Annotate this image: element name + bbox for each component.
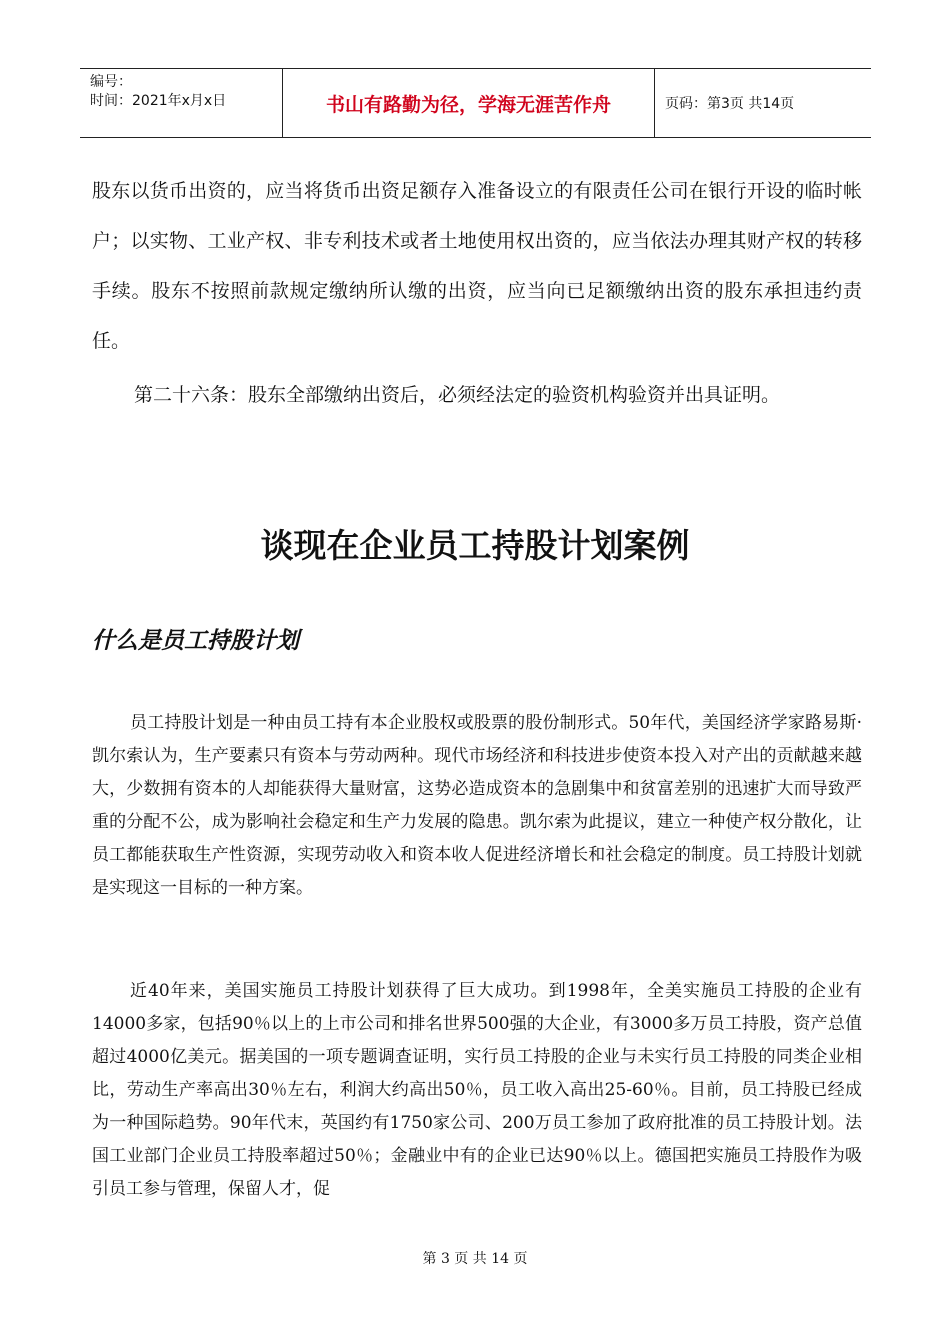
header-motto: 书山有路勤为径，学海无涯苦作舟 [282, 69, 655, 137]
paragraph-article-26: 第二十六条：股东全部缴纳出资后，必须经法定的验资机构验资并出具证明。 [134, 384, 781, 406]
page-header [80, 68, 871, 138]
number-label: 编号： [90, 74, 132, 90]
date-label: 时间：2021年x月x日 [90, 93, 227, 109]
section-subtitle: 什么是员工持股计划 [92, 628, 299, 654]
header-meta [80, 69, 282, 137]
paragraph-esop-history: 近40年来，美国实施员工持股计划获得了巨大成功。到1998年，全美实施员工持股的企业有14000多家，包括90％以上的上市公司和排名世界500强的大企业，有3000多万员工持股，资产总值超过4000亿美元。据美国的一项专题调查证明，实行员工持股的企业与未实行员工持股的同类企业相比，劳动生产率高出30％左右，利润大约高出50％，员工收入高出25-60％。目前，员工持股已经成为一种国际趋势。90年代末，英国约有1750家公司、200万员工参加了政府批准的员工持股计划。法国工业部门企业员工持股率超过50％；金融业中有的企业已达90％以上。德国把实施员工持股作为吸引员工参与管理，保留人才，促 [92, 981, 862, 1199]
paragraph-esop-definition: 员工持股计划是一种由员工持有本企业股权或股票的股份制形式。50年代，美国经济学家路易斯·凯尔索认为，生产要素只有资本与劳动两种。现代市场经济和科技进步使资本投入对产出的贡献越来越大，少数拥有资本的人却能获得大量财富，这势必造成资本的急剧集中和贫富差别的迅速扩大而导致严重的分配不公，成为影响社会稳定和生产力发展的隐患。凯尔索为此提议，建立一种使产权分散化，让员工都能获取生产性资源，实现劳动收入和资本收人促进经济增长和社会稳定的制度。员工持股计划就是实现这一目标的一种方案。 [92, 713, 862, 898]
paragraph-shareholder-contribution: 股东以货币出资的，应当将货币出资足额存入准备设立的有限责任公司在银行开设的临时帐户；以实物、工业产权、非专利技术或者土地使用权出资的，应当依法办理其财产权的转移手续。股东不按照前款规定缴纳所认缴的出资，应当向已足额缴纳出资的股东承担违约责任。 [92, 180, 862, 352]
document-title: 谈现在企业员工持股计划案例 [260, 526, 690, 565]
header-page-info: 页码：第3页 共14页 [665, 96, 795, 112]
page-footer: 第 3 页 共 14 页 [422, 1251, 528, 1267]
